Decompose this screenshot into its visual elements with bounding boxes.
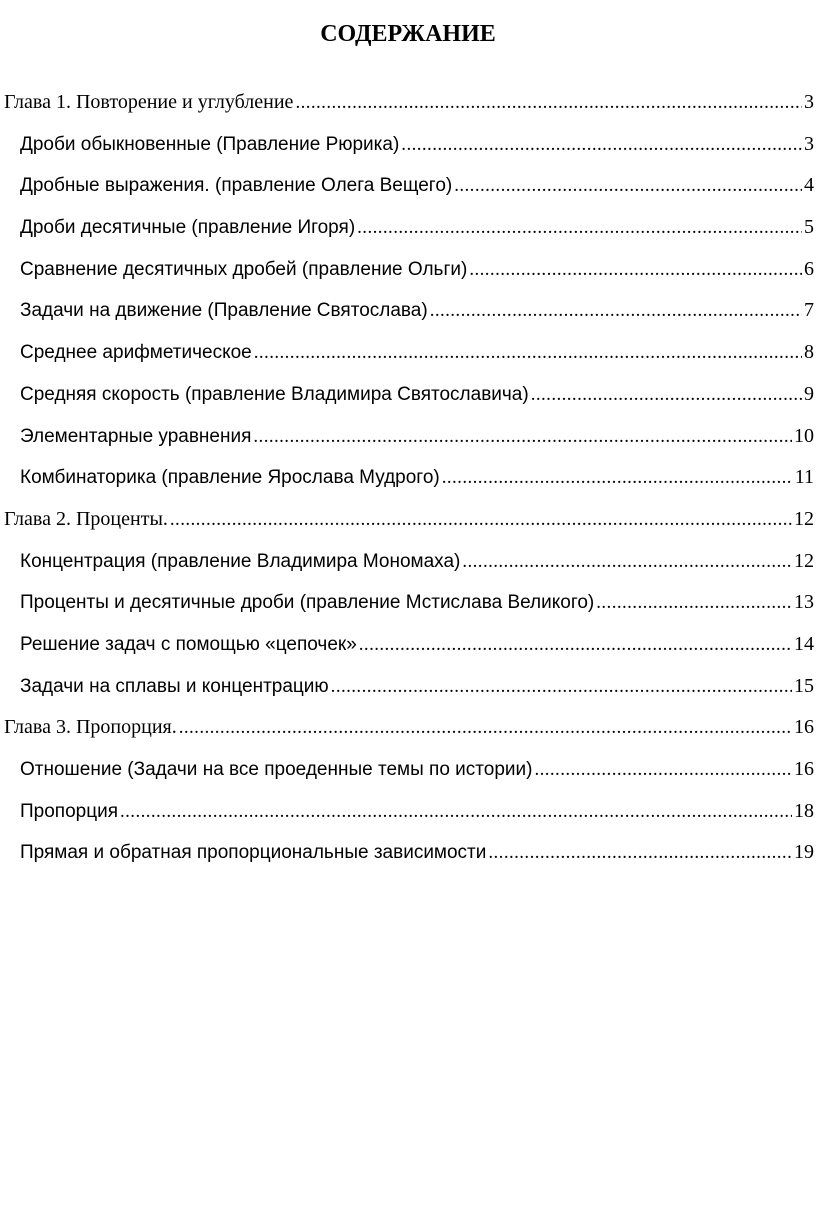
toc-dot-leader (462, 548, 792, 576)
toc-entry-title: Дробные выражения. (правление Олега Вещего) (20, 175, 453, 197)
toc-entry-title: Элементарные уравнения (20, 425, 252, 447)
toc-page-number: 19 (794, 841, 814, 864)
toc-page-number: 10 (794, 424, 814, 447)
toc-dot-leader (488, 839, 792, 867)
toc-dot-leader (442, 464, 793, 492)
toc-dot-leader (596, 589, 792, 617)
toc-section-entry[interactable] (0, 255, 816, 297)
toc-chapter-entry[interactable] (0, 713, 816, 755)
toc-section-entry[interactable] (0, 588, 816, 630)
toc-page-number: 3 (804, 132, 814, 155)
toc-section-entry[interactable] (0, 838, 816, 880)
toc-dot-leader (531, 381, 802, 409)
toc-dot-leader (454, 172, 802, 200)
toc-entry-title: Комбинаторика (правление Ярослава Мудрого) (20, 467, 440, 489)
toc-dot-leader (331, 673, 792, 701)
toc-page-number: 14 (794, 632, 814, 655)
toc-entry-title: Дроби обыкновенные (Правление Рюрика) (20, 133, 400, 155)
toc-section-entry[interactable] (0, 463, 816, 505)
toc-entry-title: Проценты и десятичные дроби (правление Мстислава Великого) (20, 592, 595, 614)
toc-page-number: 5 (804, 216, 814, 239)
toc-page-number: 3 (804, 91, 814, 113)
toc-entry-title: Решение задач с помощью «цепочек» (20, 633, 357, 655)
toc-entry-title: Глава 3. Пропорция. (4, 716, 177, 739)
toc-section-entry[interactable] (0, 547, 816, 589)
toc-entry-title: Пропорция (20, 800, 118, 822)
toc-section-entry[interactable] (0, 296, 816, 338)
toc-section-entry[interactable] (0, 672, 816, 714)
toc-entry-title: Задачи на движение (Правление Святослава) (20, 300, 428, 322)
toc-section-entry[interactable] (0, 213, 816, 255)
toc-entry-title: Дроби десятичные (правление Игоря) (20, 217, 356, 239)
toc-entry-title: Отношение (Задачи на все проеденные темы по истории) (20, 759, 533, 780)
toc-dot-leader (401, 131, 802, 159)
toc-page-number: 8 (804, 341, 814, 364)
toc-page-number: 12 (794, 507, 814, 530)
toc-page-number: 16 (794, 758, 814, 780)
toc-section-entry[interactable] (0, 630, 816, 672)
toc-entry-title: Сравнение десятичных дробей (правление Ольги) (20, 258, 468, 280)
toc-dot-leader (359, 631, 792, 659)
toc-entry-title: Средняя скорость (правление Владимира Святославича) (20, 383, 529, 405)
toc-chapter-entry[interactable] (0, 88, 816, 130)
toc-page-number: 15 (794, 674, 814, 697)
toc-page-number: 11 (794, 466, 814, 489)
toc-section-entry[interactable] (0, 422, 816, 464)
toc-section-entry[interactable] (0, 755, 816, 797)
toc-section-entry[interactable] (0, 797, 816, 839)
toc-entry-title: Среднее арифметическое (20, 342, 252, 364)
toc-dot-leader (357, 214, 802, 242)
toc-chapter-entry[interactable] (0, 505, 816, 547)
toc-dot-leader (170, 506, 792, 534)
toc-page-number: 16 (794, 716, 814, 739)
toc-dot-leader (469, 256, 802, 284)
toc-dot-leader (120, 798, 792, 826)
toc-page-number: 6 (804, 257, 814, 280)
toc-page-number: 13 (794, 591, 814, 614)
toc-entry-title: Задачи на сплавы и концентрацию (20, 675, 329, 697)
toc-section-entry[interactable] (0, 380, 816, 422)
toc-dot-leader (534, 756, 792, 784)
toc-entry-title: Концентрация (правление Владимира Мономаха) (20, 550, 461, 572)
toc-section-entry[interactable] (0, 130, 816, 172)
toc-page-number: 18 (794, 799, 814, 822)
toc-entry-title: Прямая и обратная пропорциональные зависимости (20, 842, 487, 864)
toc-dot-leader (430, 297, 802, 325)
toc-section-entry[interactable] (0, 338, 816, 380)
toc-page-number: 9 (804, 382, 814, 405)
toc-section-entry[interactable] (0, 171, 816, 213)
toc-page-number: 7 (804, 299, 814, 322)
toc-dot-leader (253, 423, 792, 451)
toc-page-number: 4 (804, 174, 814, 197)
toc-dot-leader (179, 714, 792, 742)
toc-dot-leader (295, 89, 802, 117)
toc-dot-leader (254, 339, 802, 367)
page-title: СОДЕРЖАНИЕ (320, 21, 496, 48)
toc-entry-title: Глава 2. Проценты. (4, 507, 168, 530)
table-of-contents (0, 88, 816, 880)
toc-entry-title: Глава 1. Повторение и углубление (4, 91, 294, 113)
toc-page-number: 12 (794, 549, 814, 572)
